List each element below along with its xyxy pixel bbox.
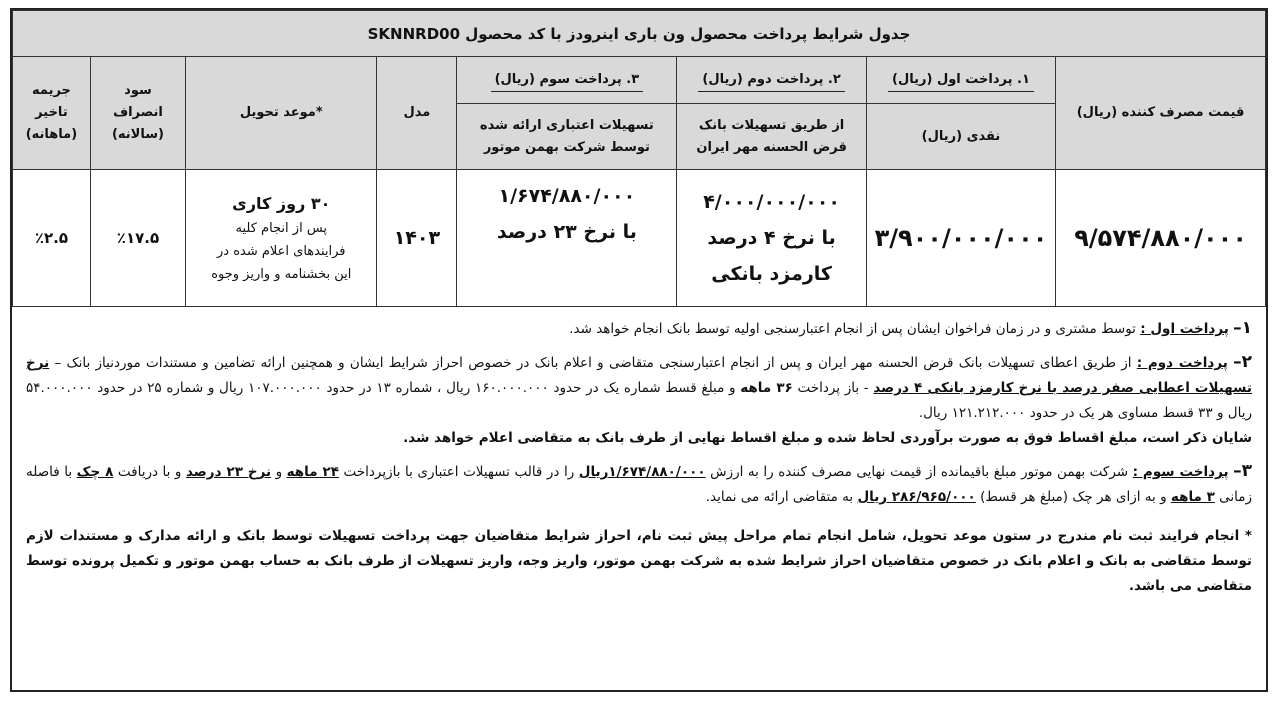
header-price: قیمت مصرف کننده (ریال) — [1056, 57, 1266, 170]
note-2: ۲– پرداخت دوم : از طریق اعطای تسهیلات بانک قرض الحسنه مهر ایران و پس از انجام اعتبارسنجی متقاضی و اعلام بانک در خصوص احراز شرایط ایشان و همچنین ارائه تضامین و مستندات موردنیاز بانک – نرخ تسهیلات اعطایی صفر درصد با نرخ کارمزد بانکی ۴ درصد - باز پرداخت ۳۶ ماهه و مبلغ قسط شماره یک در حدود ۱۶۰.۰۰۰.۰۰۰ ریال ، شماره ۱۳ در حدود ۱۰۷.۰۰۰.۰۰۰ ریال و شماره ۲۵ در حدود ۵۴.۰۰۰.۰۰۰ ریال و ۳۳ قسط مساوی هر یک در حدود ۱۲۱.۲۱۲.۰۰۰ ریال. شایان ذکر است، مبلغ اقساط فوق به صورت برآوردی لحاظ شده و مبلغ اقساط نهایی از طرف بانک به متقاضی اعلام خواهد شد. — [26, 352, 1252, 446]
header-payment-1-sub: نقدی (ریال) — [866, 104, 1055, 170]
header-payment-2-sub: از طریق تسهیلات بانک قرض الحسنه مهر ایران — [677, 104, 866, 170]
header-payment-2: ۲. پرداخت دوم (ریال) — [677, 57, 866, 104]
note-4: * انجام فرایند ثبت نام مندرج در ستون موعد تحویل، شامل انجام تمام مراحل پیش ثبت نام، احراز شرایط متقاضیان جهت پرداخت تسهیلات توسط بانک و ارائه مدارک و مستندات لازم توسط متقاضی به بانک و اعلام بانک در خصوص متقاضیان احراز شرایط شده به شرکت بهمن موتور، واریز وجه، واریز تسهیلات از طرف بانک به حساب بهمن موتور و تکمیل پرونده توسط متقاضی می باشد. — [26, 528, 1252, 594]
header-payment-3: ۳. پرداخت سوم (ریال) — [457, 57, 677, 104]
cell-profit: ٪۱۷.۵ — [90, 170, 185, 307]
header-payment-1: ۱. پرداخت اول (ریال) — [866, 57, 1055, 104]
header-delivery: *موعد تحویل — [186, 57, 377, 170]
payment-terms-document — [10, 8, 1268, 692]
cell-price: ۹/۵۷۴/۸۸۰/۰۰۰ — [1056, 170, 1266, 307]
payment-terms-table — [12, 10, 1266, 307]
cell-payment-1: ۳/۹۰۰/۰۰۰/۰۰۰ — [866, 170, 1055, 307]
cell-model: ۱۴۰۳ — [377, 170, 457, 307]
notes-section — [26, 316, 1252, 607]
header-model: مدل — [377, 57, 457, 170]
cell-penalty: ٪۲.۵ — [13, 170, 91, 307]
note-1: ۱– پرداخت اول : توسط مشتری و در زمان فراخوان ایشان پس از انجام اعتبارسنجی اولیه توسط بانک انجام خواهد شد. — [569, 318, 1252, 338]
header-penalty: جریمه تاخیر (ماهانه) — [13, 57, 91, 170]
table-title: جدول شرایط پرداخت محصول ون باری اینرودز با کد محصول SKNNRD00 — [13, 11, 1266, 57]
cell-payment-3: ۱/۶۷۴/۸۸۰/۰۰۰ با نرخ ۲۳ درصد — [457, 170, 677, 307]
cell-delivery: ۳۰ روز کاری پس از انجام کلیه فرایندهای اعلام شده در این بخشنامه و واریز وجوه — [186, 170, 377, 307]
header-profit: سود انصراف (سالانه) — [90, 57, 185, 170]
header-payment-3-sub: تسهیلات اعتباری ارائه شده توسط شرکت بهمن موتور — [457, 104, 677, 170]
note-3: ۳– پرداخت سوم : شرکت بهمن موتور مبلغ باقیمانده از قیمت نهایی مصرف کننده را به ارزش ۱/۶۷۴/۸۸۰/۰۰۰ریال را در قالب تسهیلات اعتباری با بازپرداخت ۲۴ ماهه و نرخ ۲۳ درصد و با دریافت ۸ چک با فاصله زمانی ۳ ماهه و به ازای هر چک (مبلغ هر قسط) ۲۸۶/۹۶۵/۰۰۰ ریال به متقاضی ارائه می نماید. — [26, 461, 1252, 505]
cell-payment-2: ۴/۰۰۰/۰۰۰/۰۰۰ با نرخ ۴ درصد کارمزد بانکی — [677, 170, 866, 307]
